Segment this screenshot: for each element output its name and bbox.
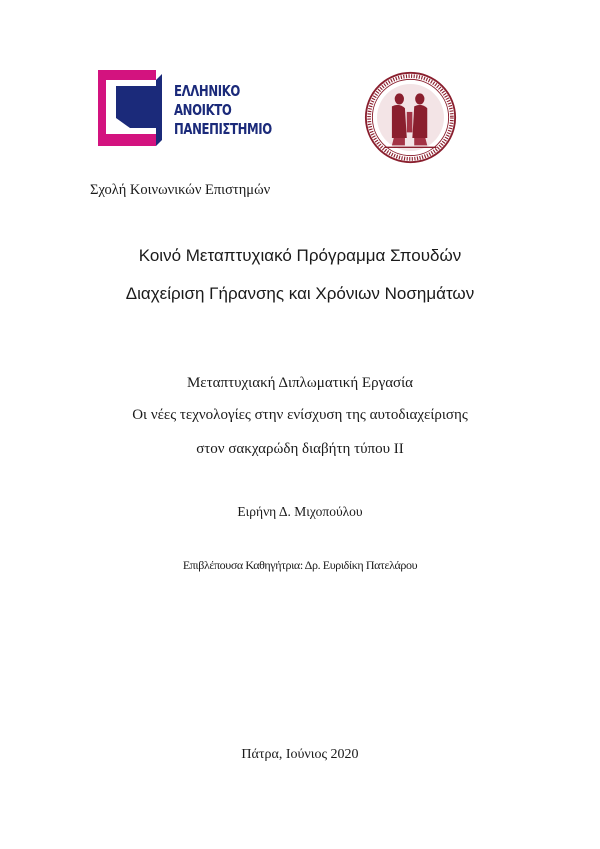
eap-logo-text bbox=[174, 82, 272, 139]
place-date: Πάτρα, Ιούνιος 2020 bbox=[241, 747, 359, 762]
thesis-title-line2: στον σακχαρώδη διαβήτη τύπου ΙΙ bbox=[196, 441, 404, 457]
thesis-title-line1: Οι νέες τεχνολογίες στην ενίσχυση της αυτοδιαχείρισης bbox=[132, 407, 468, 423]
university-of-patras-seal-icon bbox=[364, 71, 457, 164]
eap-logo-line1: ΕΛΛΗΝΙΚΟ bbox=[174, 82, 240, 100]
school-name: Σχολή Κοινωνικών Επιστημών bbox=[90, 182, 271, 198]
hellenic-open-university-logo bbox=[98, 70, 298, 146]
eap-logo-line2: ΑΝΟΙΚΤΟ bbox=[174, 101, 232, 119]
supervisor: Επιβλέπουσα Καθηγήτρια: Δρ. Ευριδίκη Πατελάρου bbox=[182, 558, 418, 572]
author-name: Ειρήνη Δ. Μιχοπούλου bbox=[237, 504, 363, 519]
eap-logo-line3: ΠΑΝΕΠΙΣΤΗΜΙΟ bbox=[174, 120, 272, 138]
program-title-line1: Κοινό Μεταπτυχιακό Πρόγραμμα Σπουδών bbox=[138, 246, 462, 265]
program-title-line2: Διαχείριση Γήρανσης και Χρόνιων Νοσημάτων bbox=[125, 284, 475, 303]
thesis-type: Μεταπτυχιακή Διπλωματική Εργασία bbox=[186, 375, 414, 391]
eap-logo-mark-icon bbox=[98, 70, 168, 146]
